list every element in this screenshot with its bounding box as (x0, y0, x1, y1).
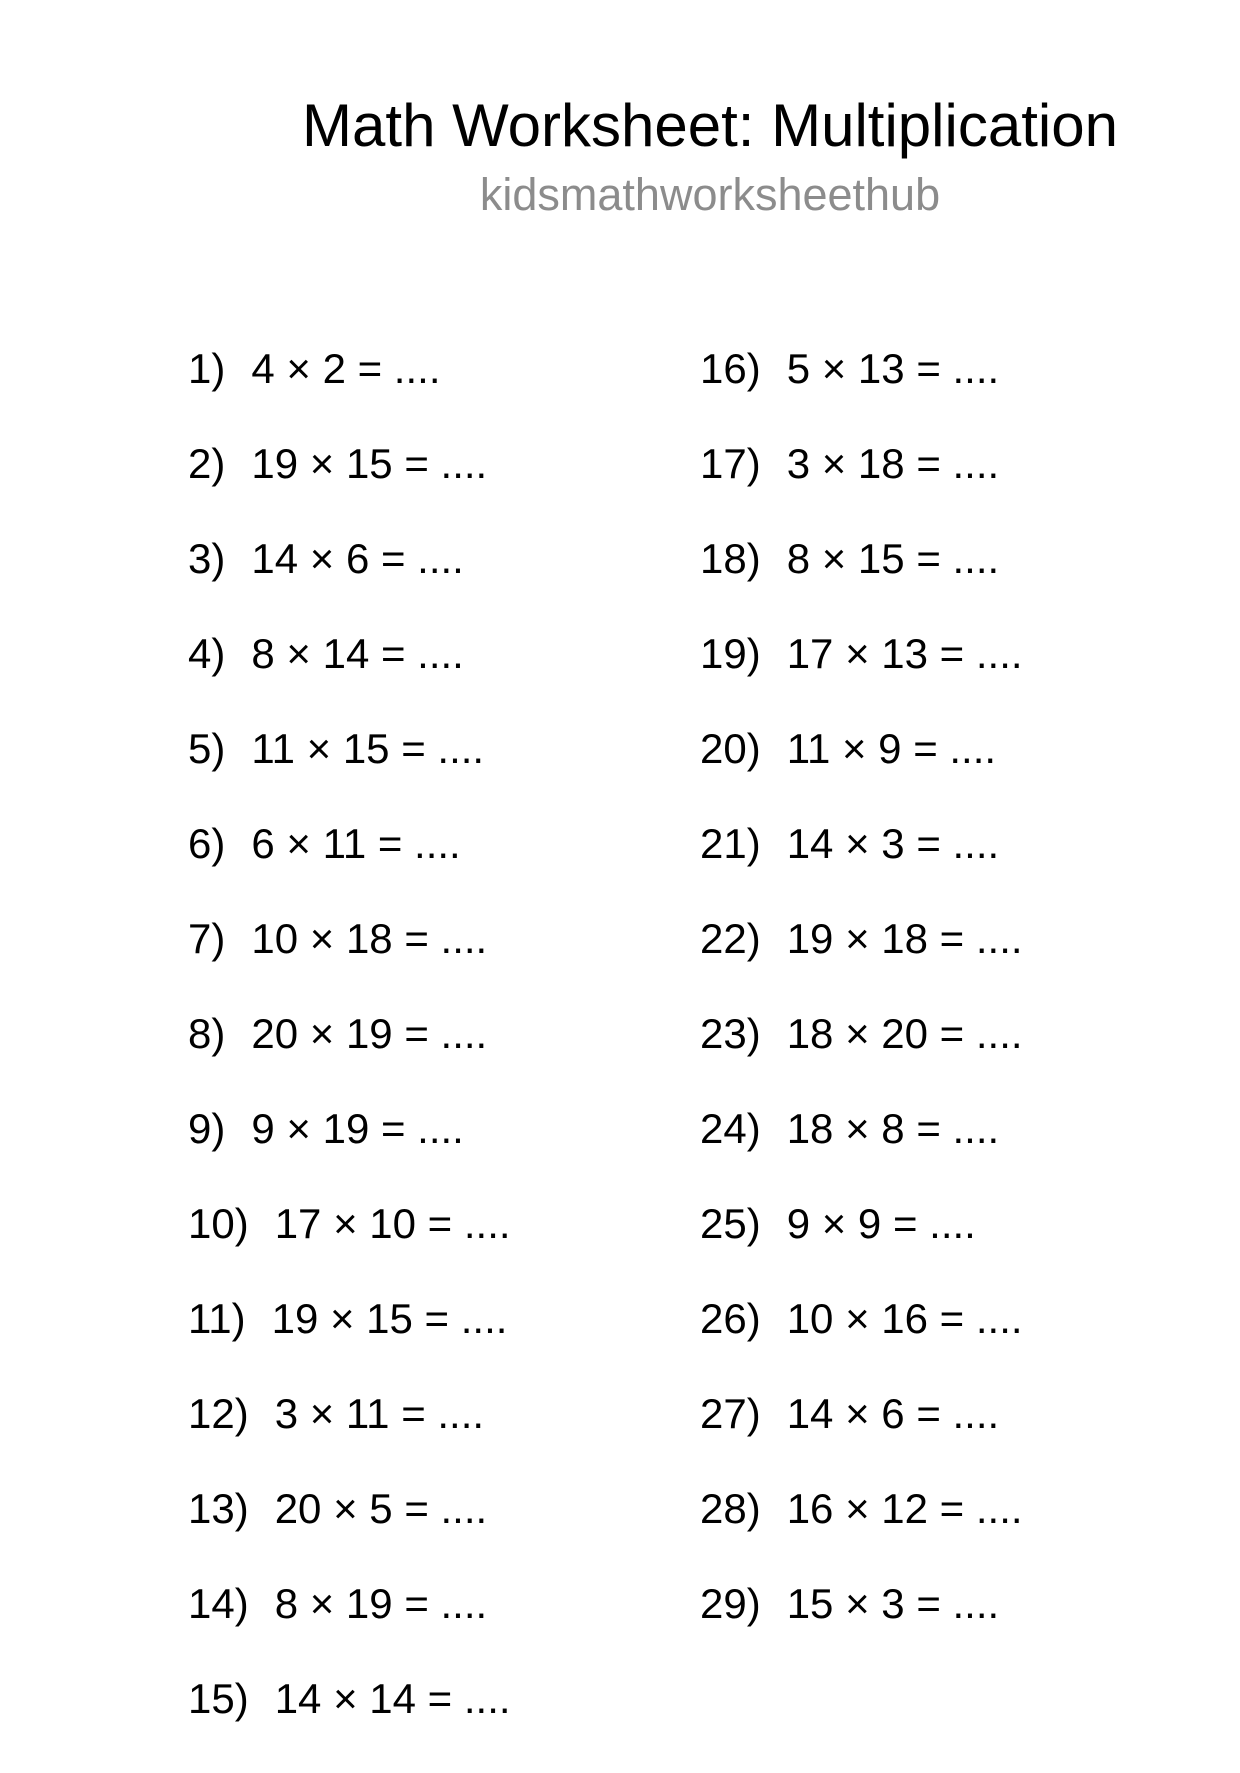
problem-expression: 6 × 11 = .... (251, 820, 461, 867)
page-subtitle: kidsmathworksheethub (479, 169, 941, 220)
problem-row (700, 1295, 1023, 1393)
problem-expression: 15 × 3 = .... (786, 1580, 1000, 1627)
problems-area (180, 345, 1240, 1748)
problem-expression: 5 × 13 = .... (786, 345, 1000, 392)
problem-number: 28) (700, 1485, 761, 1532)
problem-row (188, 725, 511, 823)
problem-row (700, 345, 1023, 443)
problem-expression: 14 × 3 = .... (786, 820, 1000, 867)
problem-number: 2) (188, 440, 226, 487)
problems-column-right (700, 345, 1023, 1678)
problem-row (188, 1200, 511, 1298)
problem-expression: 17 × 13 = .... (786, 630, 1023, 677)
problem-number: 17) (700, 440, 761, 487)
problem-number: 20) (700, 725, 761, 772)
problem-number: 11) (188, 1295, 246, 1342)
problem-expression: 14 × 14 = .... (274, 1675, 511, 1722)
problem-row (188, 1105, 511, 1203)
problem-row (700, 820, 1023, 918)
problem-expression: 20 × 5 = .... (274, 1485, 488, 1532)
problem-row (188, 535, 511, 633)
problem-row (188, 440, 511, 538)
problem-expression: 18 × 8 = .... (786, 1105, 1000, 1152)
problem-number: 13) (188, 1485, 249, 1532)
problem-number: 14) (188, 1580, 249, 1627)
problem-number: 19) (700, 630, 761, 677)
worksheet-page (180, 0, 1240, 1748)
problem-row (188, 345, 511, 443)
problem-expression: 3 × 18 = .... (786, 440, 1000, 487)
problem-number: 18) (700, 535, 761, 582)
problem-number: 7) (188, 915, 226, 962)
problem-row (188, 1295, 511, 1393)
problem-expression: 8 × 14 = .... (251, 630, 464, 677)
problem-expression: 3 × 11 = .... (274, 1390, 485, 1437)
problems-column-left (188, 345, 511, 1773)
problem-row (700, 1390, 1023, 1488)
problem-expression: 17 × 10 = .... (274, 1200, 511, 1247)
problem-number: 1) (188, 345, 226, 392)
problem-expression: 16 × 12 = .... (786, 1485, 1023, 1532)
problem-row (188, 1390, 511, 1488)
problem-expression: 4 × 2 = .... (251, 345, 441, 392)
problem-expression: 14 × 6 = .... (251, 535, 464, 582)
problem-number: 22) (700, 915, 761, 962)
problem-expression: 9 × 19 = .... (251, 1105, 464, 1152)
problem-row (188, 630, 511, 728)
problem-number: 15) (188, 1675, 249, 1722)
problem-expression: 11 × 9 = .... (786, 725, 997, 772)
problem-number: 4) (188, 630, 226, 677)
problem-row (700, 1580, 1023, 1678)
problem-expression: 10 × 16 = .... (786, 1295, 1023, 1342)
problem-row (700, 1010, 1023, 1108)
problem-number: 24) (700, 1105, 761, 1152)
problem-number: 21) (700, 820, 761, 867)
problem-number: 3) (188, 535, 226, 582)
problem-row (700, 630, 1023, 728)
problem-expression: 11 × 15 = .... (251, 725, 485, 772)
problem-number: 6) (188, 820, 226, 867)
problem-expression: 20 × 19 = .... (251, 1010, 488, 1057)
problem-expression: 9 × 9 = .... (786, 1200, 976, 1247)
problem-row (700, 535, 1023, 633)
problem-number: 5) (188, 725, 226, 772)
page-title: Math Worksheet: Multiplication (302, 92, 1118, 159)
problem-expression: 10 × 18 = .... (251, 915, 488, 962)
problem-expression: 8 × 15 = .... (786, 535, 1000, 582)
problem-number: 26) (700, 1295, 761, 1342)
problem-expression: 8 × 19 = .... (274, 1580, 488, 1627)
problem-expression: 19 × 18 = .... (786, 915, 1023, 962)
problem-row (188, 1580, 511, 1678)
problem-row (188, 915, 511, 1013)
problem-row (700, 915, 1023, 1013)
problem-expression: 19 × 15 = .... (251, 440, 488, 487)
problem-number: 16) (700, 345, 761, 392)
problem-number: 8) (188, 1010, 226, 1057)
problem-row (188, 1485, 511, 1583)
problem-number: 27) (700, 1390, 761, 1437)
problem-row (188, 1675, 511, 1773)
problem-number: 25) (700, 1200, 761, 1247)
problem-expression: 18 × 20 = .... (786, 1010, 1023, 1057)
problem-number: 29) (700, 1580, 761, 1627)
problem-expression: 19 × 15 = .... (271, 1295, 508, 1342)
problem-row (188, 820, 511, 918)
problem-expression: 14 × 6 = .... (786, 1390, 1000, 1437)
problem-row (700, 440, 1023, 538)
problem-row (188, 1010, 511, 1108)
problem-row (700, 1485, 1023, 1583)
problem-row (700, 1105, 1023, 1203)
problem-row (700, 725, 1023, 823)
problem-row (700, 1200, 1023, 1298)
problem-number: 23) (700, 1010, 761, 1057)
problem-number: 9) (188, 1105, 226, 1152)
problem-number: 10) (188, 1200, 249, 1247)
problem-number: 12) (188, 1390, 249, 1437)
